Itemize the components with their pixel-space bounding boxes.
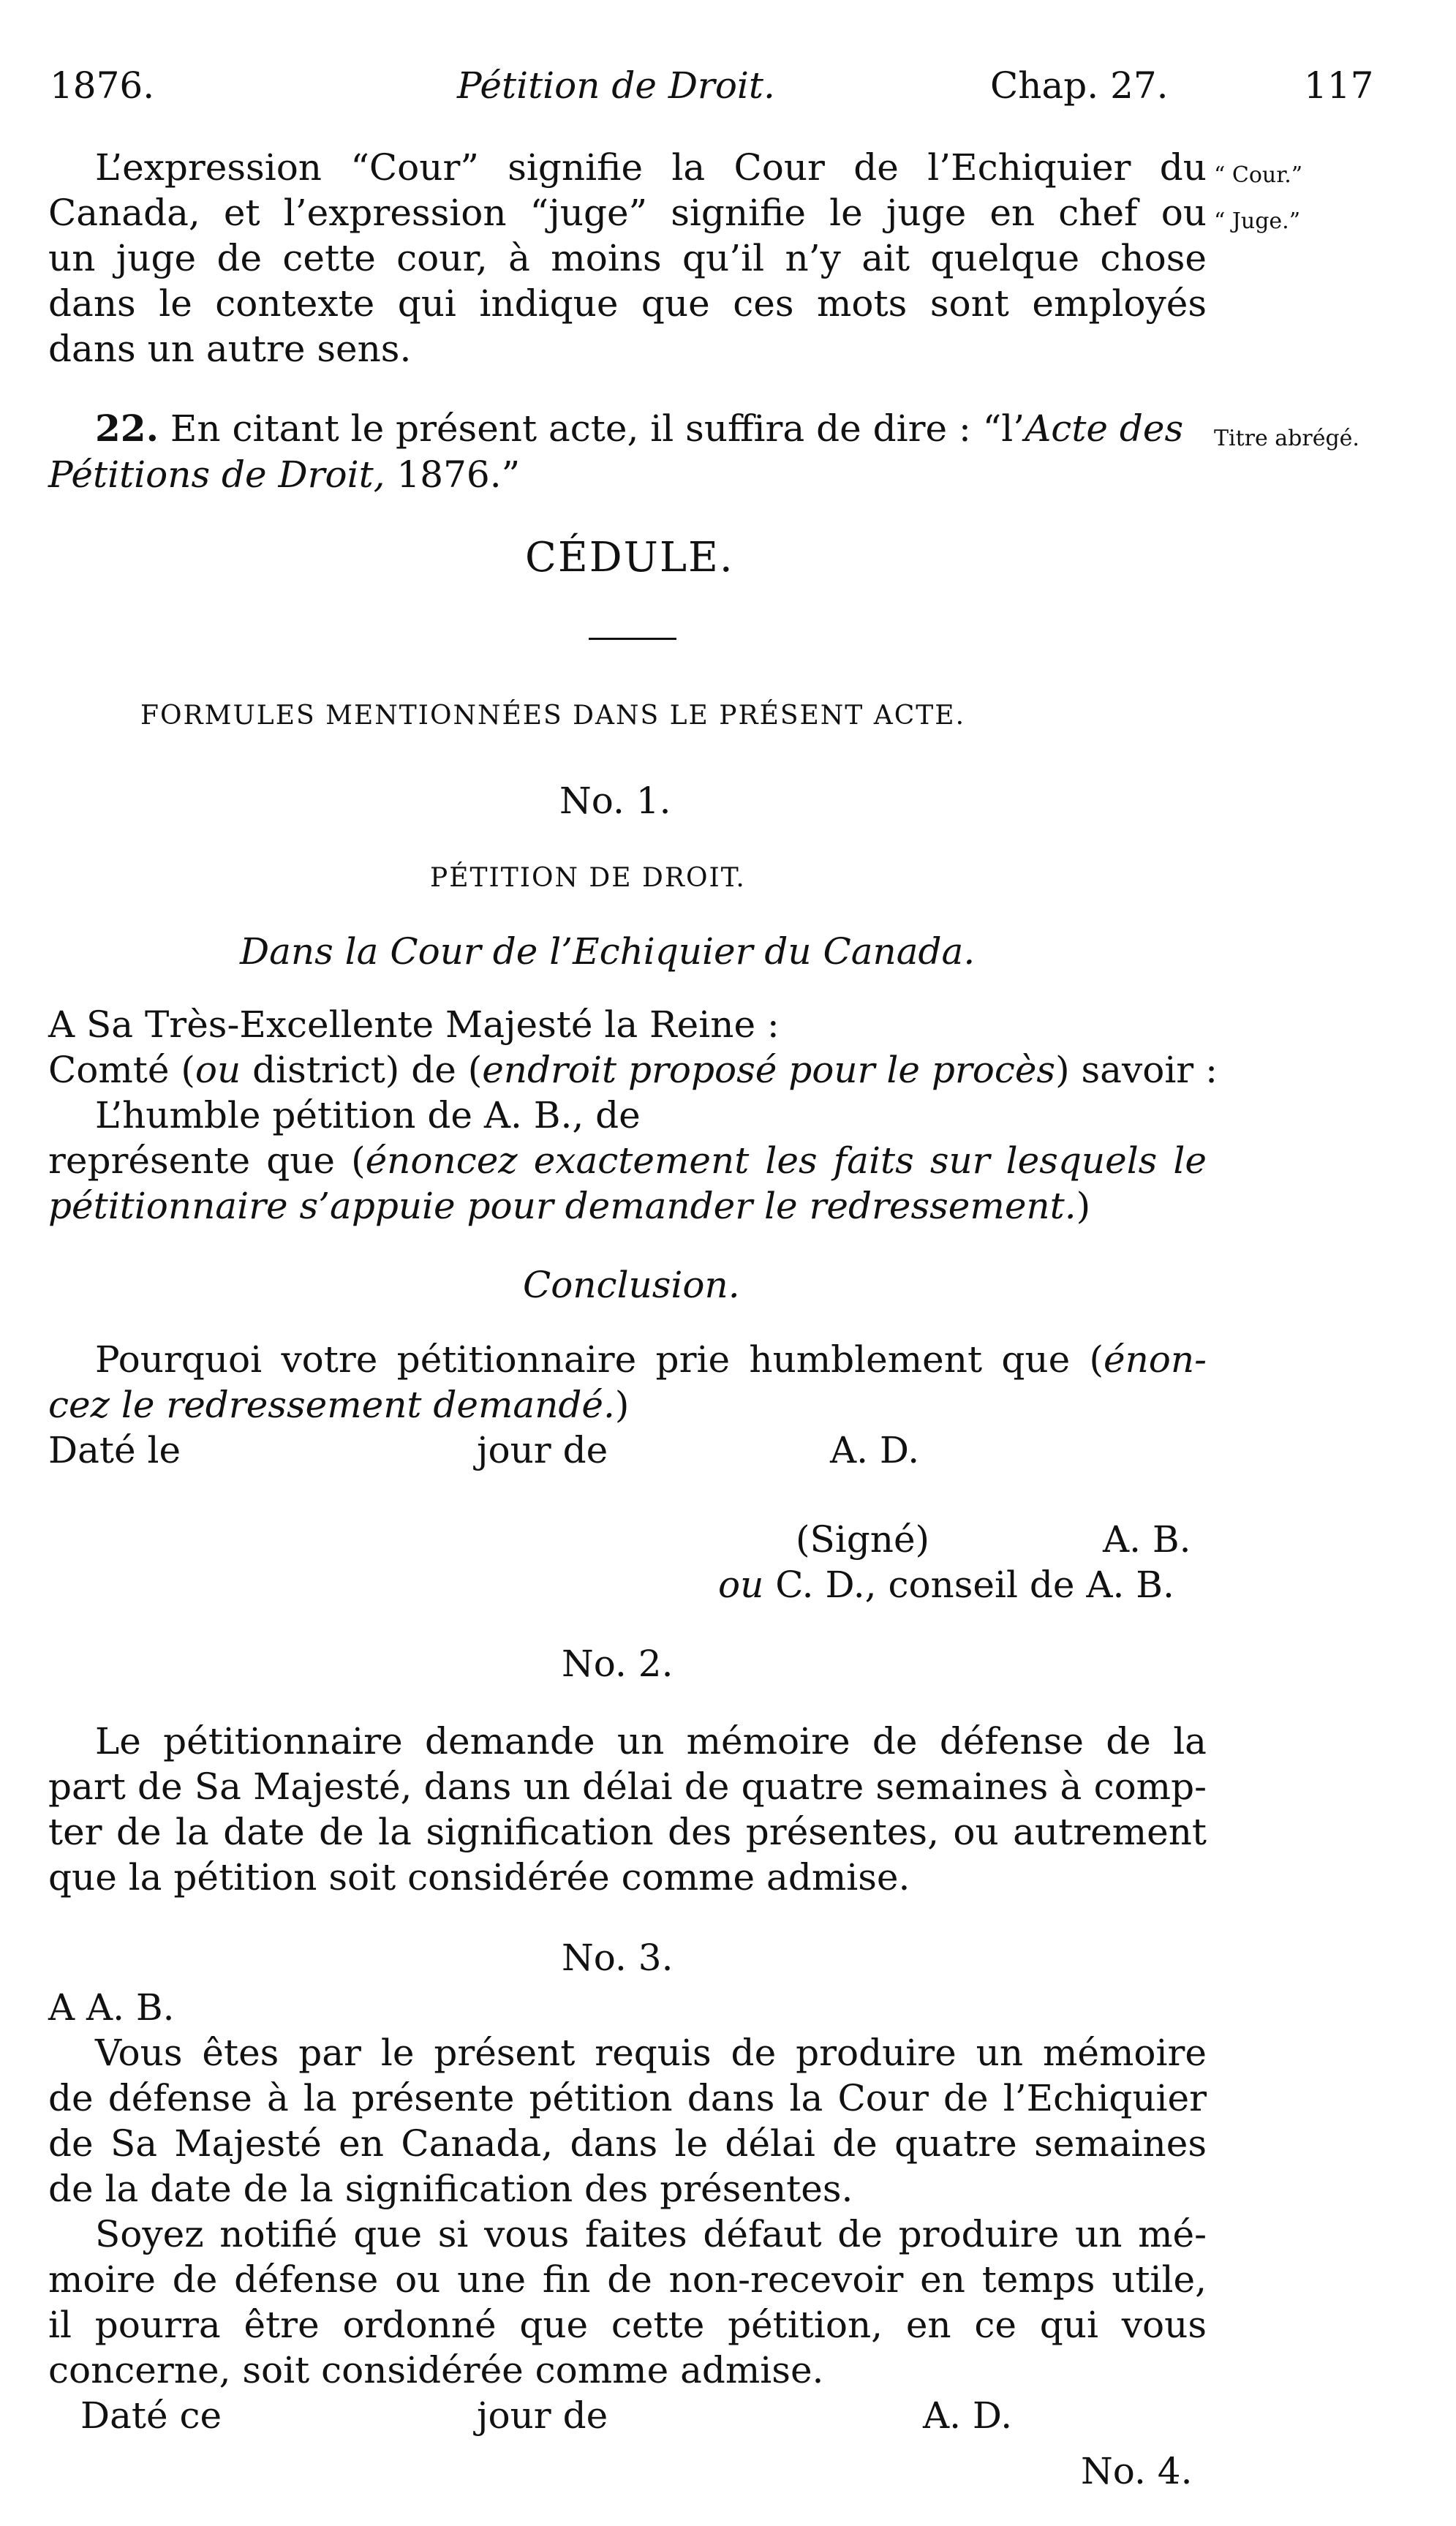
section-number: 22. — [95, 407, 159, 450]
form-2-number: No. 2. — [562, 1643, 674, 1685]
form-1-number: No. 1. — [559, 780, 671, 822]
represente-italic-2: pétitionnaire s’appuie pour demander le redressement. — [48, 1185, 1076, 1227]
form-2-line-1: Le pétitionnaire demande un mémoire de défense de la — [95, 1720, 1207, 1762]
form-1-date-label: Daté le — [48, 1429, 181, 1471]
definitions-line-1: L’expression “Cour” signifie la Cour de l’Echiquier du — [95, 146, 1207, 189]
counsel-name: C. D., conseil de A. B. — [763, 1564, 1174, 1606]
header-year: 1876. — [50, 64, 155, 107]
counsel-ou: ou — [718, 1564, 764, 1606]
header-page-number: 117 — [1304, 64, 1374, 107]
form-2-line-3: ter de la date de la signification des présentes, ou autrement — [48, 1811, 1207, 1853]
form-3-p1-line-3: de Sa Majesté en Canada, dans le délai de quatre semaines — [48, 2122, 1207, 2165]
form-2-line-2: part de Sa Majesté, dans un délai de quatre semaines à comp- — [48, 1765, 1207, 1808]
form-1-represente-line-2 — [48, 1185, 1090, 1227]
county-ou: ou — [195, 1049, 241, 1091]
definitions-line-2: Canada, et l’expression “juge” signifie le juge en chef ou — [48, 192, 1207, 234]
definitions-line-5: dans un autre sens. — [48, 328, 412, 370]
county-mid: district) de ( — [241, 1049, 483, 1091]
form-1-signe-ab: A. B. — [1103, 1518, 1191, 1561]
form-1-signe: (Signé) — [796, 1518, 930, 1561]
pourquoi-italic-2: cez le redressement demandé. — [48, 1384, 615, 1426]
form-1-address: A Sa Très-Excellente Majesté la Reine : — [48, 1003, 780, 1046]
form-3-p2-line-2: moire de défense ou une fin de non-recevoir en temps utile, — [48, 2258, 1207, 2301]
header-chapter: Chap. 27. — [990, 64, 1169, 107]
margin-note-titre-abrege: Titre abrégé. — [1214, 426, 1359, 451]
represente-suffix: ) — [1076, 1185, 1091, 1227]
form-1-humble: L’humble pétition de A. B., de — [95, 1094, 641, 1136]
form-3-date-jour: jour de — [477, 2394, 608, 2437]
schedule-subtitle: FORMULES MENTIONNÉES DANS LE PRÉSENT ACTE. — [140, 701, 966, 731]
form-3-p1-line-1: Vous êtes par le présent requis de produire un mémoire — [95, 2032, 1207, 2074]
form-3-p2-line-3: il pourra être ordonné que cette pétition, en ce qui vous — [48, 2304, 1207, 2346]
section-22-text: En citant le présent acte, il suffira de dire : “l’ — [170, 407, 1025, 450]
form-3-p2-line-4: concerne, soit considérée comme admise. — [48, 2349, 824, 2391]
form-3-addressee: A A. B. — [48, 1986, 175, 2029]
section-22-year: 1876.” — [385, 453, 521, 496]
represente-prefix: représente que ( — [48, 1139, 366, 1182]
represente-italic-1: énoncez exactement les faits sur lesquels le — [365, 1139, 1207, 1182]
form-1-pourquoi-line-1 — [95, 1338, 1207, 1381]
county-prefix: Comté ( — [48, 1049, 195, 1091]
county-place: endroit proposé pour le procès — [482, 1049, 1056, 1091]
header-title: Pétition de Droit. — [457, 64, 775, 107]
form-3-p1-line-2: de défense à la présente pétition dans la Cour de l’Echiquier — [48, 2077, 1207, 2119]
form-3-number: No. 3. — [562, 1937, 674, 1979]
schedule-title: CÉDULE. — [525, 534, 734, 581]
form-1-date-jour: jour de — [477, 1429, 608, 1471]
form-1-county — [48, 1049, 1218, 1091]
definitions-line-4: dans le contexte qui indique que ces mots sont employés — [48, 282, 1207, 325]
definitions-line-3: un juge de cette cour, à moins qu’il n’y ait quelque chose — [48, 237, 1207, 279]
form-4-number: No. 4. — [1081, 2450, 1193, 2492]
section-22-act-name: Pétitions de Droit, — [48, 453, 385, 496]
pourquoi-italic-1: énon- — [1104, 1338, 1207, 1381]
pourquoi-text: Pourquoi votre pétitionnaire prie humblement que ( — [95, 1338, 1104, 1381]
schedule-divider — [589, 638, 676, 640]
form-2-line-4: que la pétition soit considérée comme admise. — [48, 1856, 910, 1899]
form-1-date-ad: A. D. — [830, 1429, 920, 1471]
form-3-p1-line-4: de la date de la signification des présentes. — [48, 2168, 853, 2210]
form-1-conclusion: Conclusion. — [523, 1264, 740, 1306]
form-3-date-label: Daté ce — [80, 2394, 222, 2437]
form-3-p2-line-1: Soyez notifié que si vous faites défaut de produire un mé- — [95, 2213, 1207, 2255]
form-1-court: Dans la Cour de l’Echiquier du Canada. — [240, 930, 976, 973]
county-suffix: ) savoir : — [1055, 1049, 1218, 1091]
form-3-date-ad: A. D. — [923, 2394, 1013, 2437]
section-22-italic: Acte des — [1025, 407, 1184, 450]
form-1-pourquoi-line-2 — [48, 1384, 629, 1426]
pourquoi-suffix: ) — [614, 1384, 630, 1426]
form-1-represente-line-1 — [48, 1139, 1207, 1182]
margin-note-juge: “ Juge.” — [1214, 208, 1301, 234]
section-22-line-1 — [95, 407, 1183, 450]
margin-note-cour: “ Cour.” — [1214, 162, 1303, 188]
section-22-line-2 — [48, 453, 520, 496]
form-1-counsel — [718, 1564, 1174, 1606]
form-1-heading: PÉTITION DE DROIT. — [430, 863, 746, 893]
